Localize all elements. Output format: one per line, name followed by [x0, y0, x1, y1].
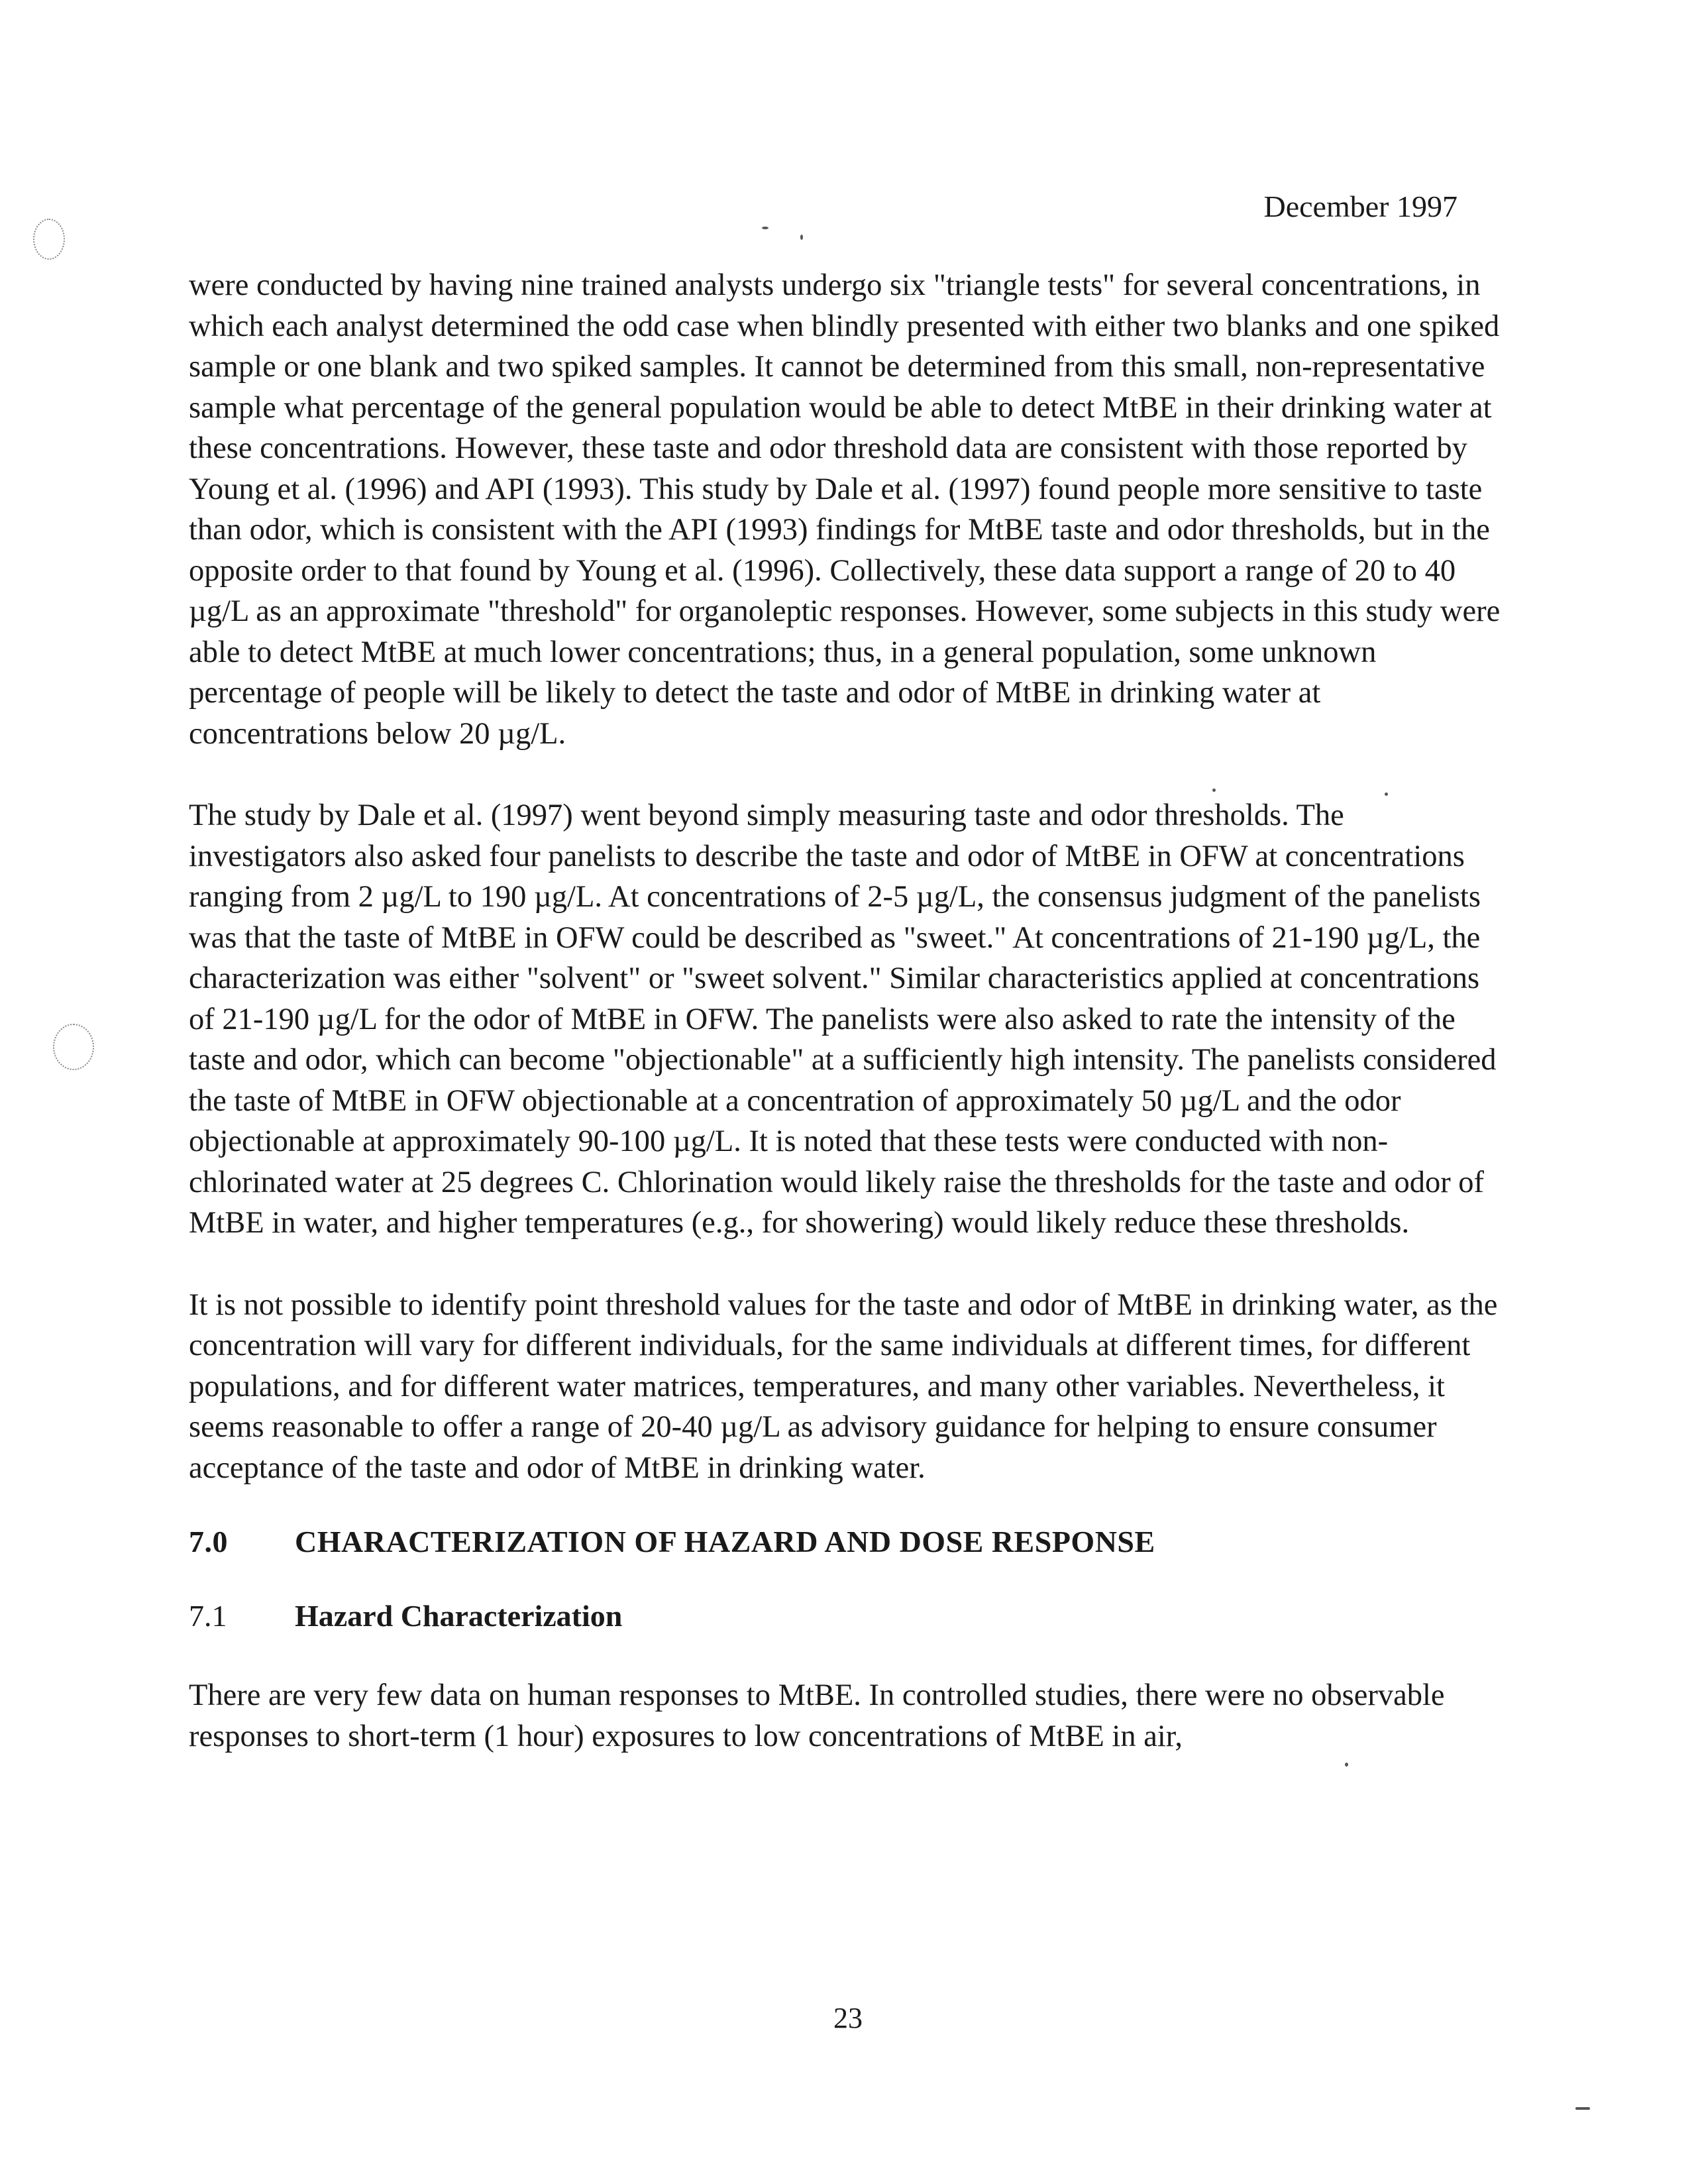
page-number: 23 [833, 2002, 863, 2034]
subsection-title: Hazard Characterization [295, 1599, 623, 1633]
scan-speck [1575, 2107, 1590, 2110]
subsection-number: 7.1 [189, 1599, 227, 1633]
paragraph-2: The study by Dale et al. (1997) went beyond simply measuring taste and odor thresholds. The investigators also asked four panelists to describe the taste and odor of MtBE in OFW at concentrations ranging from 2 µg/L to 190 µg/L. At concentrations of 2-5 µg/L, the consensus judgment of the panelists was that the taste of MtBE in OFW could be described as "sweet." At concentrations of 21-190 µg/L, the characterization was either "solvent" or "sweet solvent." Similar characteristics applied at concentrations of 21-190 µg/L for the odor of MtBE in OFW. The panelists were also asked to rate the intensity of the taste and odor, which can become "objectionable" at a sufficiently high intensity. The panelists considered the taste of MtBE in OFW objectionable at a concentration of approximately 50 µg/L and the odor objectionable at approximately 90-100 µg/L. It is noted that these tests were conducted with non-chlorinated water at 25 degrees C. Chlorination would likely raise the thresholds for the taste and odor of MtBE in water, and higher temperatures (e.g., for showering) would likely reduce these thresholds. [189, 798, 1497, 1240]
punch-hole-middle [53, 1024, 94, 1070]
punch-hole-top [33, 219, 65, 260]
header-date: December 1997 [1263, 190, 1458, 223]
scan-speck [800, 235, 803, 240]
paragraph-1: were conducted by having nine trained analysts undergo six "triangle tests" for several concentrations, in which each analyst determined the odd case when blindly presented with either two blanks and one spiked sample or one blank and two spiked samples. It cannot be determined from this small, non-representative sample what percentage of the general population would be able to detect MtBE in their drinking water at these concentrations. However, these taste and odor threshold data are consistent with those reported by Young et al. (1996) and API (1993). This study by Dale et al. (1997) found people more sensitive to taste than odor, which is consistent with the API (1993) findings for MtBE taste and odor thresholds, but in the opposite order to that found by Young et al. (1996). Collectively, these data support a range of 20 to 40 µg/L as an approximate "threshold" for organoleptic responses. However, some subjects in this study were able to detect MtBE at much lower concentrations; thus, in a general population, some unknown percentage of people will be likely to detect the taste and odor of MtBE in drinking water at concentrations below 20 µg/L. [189, 268, 1501, 751]
section-title: CHARACTERIZATION OF HAZARD AND DOSE RESPONSE [295, 1525, 1155, 1558]
scan-speck [1345, 1763, 1348, 1767]
subsection-heading [189, 1596, 1507, 1637]
body-content [189, 265, 1507, 1757]
section-number: 7.0 [189, 1525, 228, 1558]
paragraph-4: There are very few data on human responses to MtBE. In controlled studies, there were no observable responses to short-term (1 hour) exposures to low concentrations of MtBE in air, [189, 1678, 1445, 1753]
paragraph-3: It is not possible to identify point threshold values for the taste and odor of MtBE in drinking water, as the concentration will vary for different individuals, for the same individuals at different times, for different populations, and for different water matrices, temperatures, and many other variables. Nevertheless, it seems reasonable to offer a range of 20-40 µg/L as advisory guidance for helping to ensure consumer acceptance of the taste and odor of MtBE in drinking water. [189, 1287, 1498, 1485]
scan-speck [762, 227, 768, 229]
section-heading [189, 1521, 1507, 1562]
